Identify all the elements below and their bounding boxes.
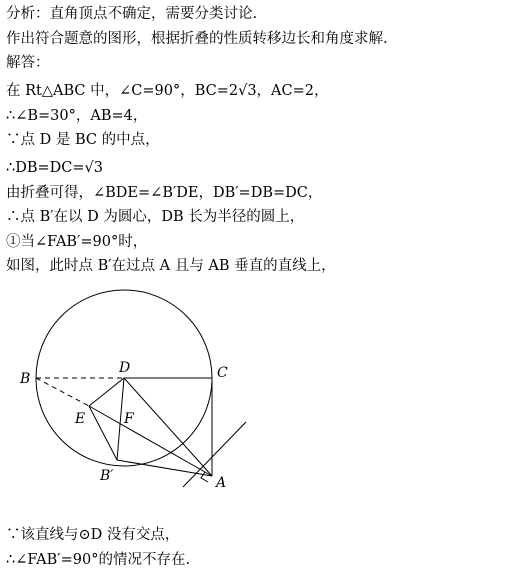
text-line-db-dc: ∴DB=DC=√3	[6, 159, 103, 176]
conclusion-text	[6, 523, 521, 572]
text-line-case-1: ①当∠FAB′=90°时，	[6, 233, 148, 250]
geometry-figure	[0, 280, 525, 520]
label-b-prime: B′	[100, 468, 114, 484]
label-d: D	[119, 360, 131, 376]
geometry-diagram	[0, 280, 525, 520]
text-line-analysis: 分析：直角顶点不确定，需要分类讨论.	[6, 6, 258, 22]
label-b: B	[20, 371, 31, 387]
segment-da	[124, 378, 212, 476]
label-e: E	[75, 411, 86, 427]
segment-be-dashed	[36, 378, 89, 406]
text-line-no-intersection: ∵该直线与⊙D 没有交点，	[6, 527, 180, 543]
text-line-figure-intro: 如图，此时点 B′在过点 A 且与 AB 垂直的直线上，	[6, 258, 336, 274]
text-line-circle: ∴点 B′在以 D 为圆心，DB 长为半径的圆上，	[6, 209, 305, 225]
segment-de	[89, 378, 124, 406]
text-line-fold: 由折叠可得，∠BDE=∠B′DE，DB′=DB=DC，	[6, 184, 323, 201]
label-c: C	[217, 365, 228, 381]
text-line-given: 在 Rt△ABC 中，∠C=90°，BC=2√3，AC=2，	[6, 82, 329, 99]
segment-d-bprime	[117, 378, 124, 460]
text-line-conclusion: ∴∠FAB′=90°的情况不存在.	[6, 551, 191, 568]
text-line-method: 作出符合题意的图形，根据折叠的性质转移边长和角度求解.	[6, 30, 388, 47]
label-f: F	[124, 411, 134, 427]
text-line-angle-b: ∴∠B=30°，AB=4，	[6, 107, 148, 124]
label-a: A	[216, 475, 227, 491]
text-line-answer-heading: 解答：	[6, 55, 50, 71]
text-line-midpoint: ∵点 D 是 BC 的中点，	[6, 132, 160, 148]
solution-text	[6, 2, 521, 279]
